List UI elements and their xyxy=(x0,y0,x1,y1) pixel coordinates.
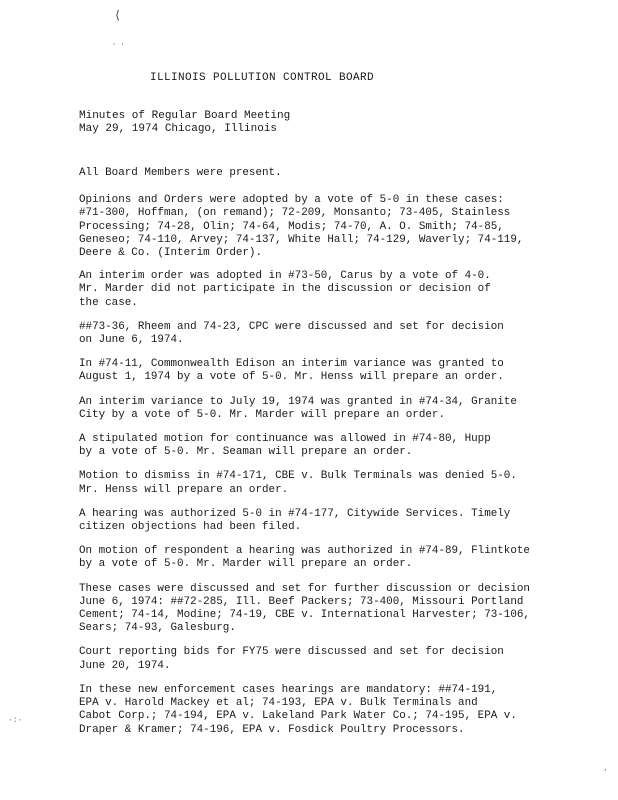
minutes-paragraph: Court reporting bids for FY75 were discussed and set for decision June 20, 1974. xyxy=(79,646,504,672)
minutes-paragraph: A stipulated motion for continuance was allowed in #74-80, Hupp by a vote of 5-0. Mr. Seaman will prepare an order. xyxy=(79,433,491,459)
minutes-paragraph: An interim order was adopted in #73-50, Carus by a vote of 4-0. Mr. Marder did not participate in the discussion or decision of the case. xyxy=(79,270,491,309)
minutes-paragraph: In #74-11, Commonwealth Edison an interim variance was granted to August 1, 1974 by a vote of 5-0. Mr. Henss will prepare an order. xyxy=(79,358,504,384)
minutes-paragraph: On motion of respondent a hearing was authorized in #74-89, Flintkote by a vote of 5-0. Mr. Marder will prepare an order. xyxy=(79,545,530,571)
minutes-paragraph: Motion to dismiss in #74-171, CBE v. Bulk Terminals was denied 5-0. Mr. Henss will prepare an order. xyxy=(79,470,517,496)
minutes-paragraph: An interim variance to July 19, 1974 was granted in #74-34, Granite City by a vote of 5-0. Mr. Marder will prepare an order. xyxy=(79,395,517,421)
meeting-type: Minutes of Regular Board Meeting xyxy=(79,110,291,122)
minutes-paragraph: In these new enforcement cases hearings are mandatory: ##74-191, EPA v. Harold Mackey et al; 74-193, EPA v. Bulk Terminals and Cabot Corp.; 74-194, EPA v. Lakeland Park Water Co.; 74-195, EPA v. Draper & Kramer; 74-196, EPA v. Fosdick Poultry Processors. xyxy=(79,683,517,736)
minutes-paragraph: ##73-36, Rheem and 74-23, CPC were discussed and set for decision on June 6, 1974. xyxy=(79,320,504,347)
minutes-paragraph: Opinions and Orders were adopted by a vote of 5-0 in these cases: #71-300, Hoffman, (on remand); 72-209, Monsanto; 73-405, Stainless Processing; 74-28, Olin; 74-64, Modis; 74-70, A. O. Smith; 74-85, Geneseo; 74-110, Arvey; 74-137, White Hall; 74-129, Waverly; 74-119, Deere & Co. (Interim Order). xyxy=(79,194,524,260)
meeting-date-location: May 29, 1974 Chicago, Illinois xyxy=(79,123,278,135)
scan-mark: ·:· xyxy=(8,716,23,725)
minutes-paragraph: These cases were discussed and set for further discussion or decision June 6, 1974: ##72-285, Ill. Beef Packers; 73-400, Missouri Portland Cement; 74-14, Modine; 74-19, CBE v. International Harvester; 73-106, Sears; 74-93, Galesburg. xyxy=(79,582,530,635)
document-title: ILLINOIS POLLUTION CONTROL BOARD xyxy=(150,72,375,84)
attendance-paragraph: All Board Members were present. xyxy=(79,167,282,179)
scan-mark: · · xyxy=(112,41,125,49)
scan-mark: · xyxy=(603,766,608,775)
minutes-body xyxy=(79,167,569,748)
scan-mark: ⟨ xyxy=(114,9,122,23)
minutes-paragraph: A hearing was authorized 5-0 in #74-177, Citywide Services. Timely citizen objections had been filed. xyxy=(79,507,511,534)
